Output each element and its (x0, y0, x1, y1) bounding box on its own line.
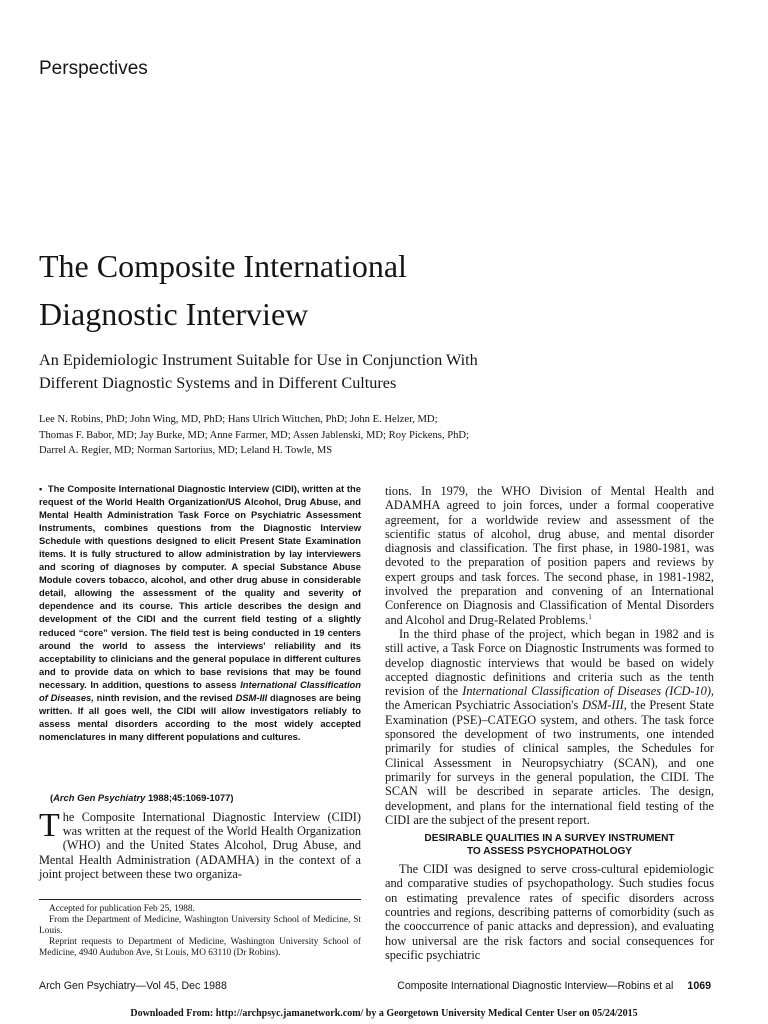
intro-text: he Composite International Diagnostic Interview (CIDI) was written at the request of the World Health Organization (WHO) and the United States Alcohol, Drug Abuse, and Mental Health Administration (ADAMHA) in the context of a joint project between these two organiza- (39, 810, 361, 881)
intro-paragraph (39, 807, 361, 881)
article-title (39, 242, 699, 338)
body-text: the Present State Examination (PSE)–CATEGO system, and others. The task force sponsored the development of two instruments, one intended primarily for studies of clinical samples, the Schedules for Clinical Assessment in Neuropsychiatry (SCAN), and one primarily for surveys in the general population, the CIDI. The SCAN will be described in separate articles. The design, development, and plans for the international field testing of the CIDI are the subject of the present report. (385, 698, 715, 827)
author-list (39, 412, 699, 459)
body-paragraph: The CIDI was designed to serve cross-cultural epidemiologic and comparative studies of psychopathology. Such studies focus on estimating prevalence rates of specific disorders across countries and regions, describing patterns of comorbidity (such as the cooccurrence of panic attacks and depression), and evaluating how universal are the risk factors and social consequences for specific psychiatric (385, 862, 714, 962)
footer-running-title: Composite International Diagnostic Interview—Robins et al (397, 980, 674, 992)
drop-cap: T (39, 807, 60, 844)
subtitle-line-1: An Epidemiologic Instrument Suitable for Use in Conjunction With (39, 351, 478, 369)
body-text: tions. In 1979, the WHO Division of Mental Health and ADAMHA agreed to join forces, under a formal cooperative agreement, for a worldwide review and assessment of the scientific status of alcohol, drug abuse, and mental disorder diagnosis and classification. The first phase, in 1980-1981, was devoted to the preparation of position papers and reviews by expert groups and task forces. The second phase, in 1981-1982, involved the preparation and convening of an International Conference on Diagnosis and Classification of Mental Disorders and Alcohol and Drug-Related Problems. (385, 484, 714, 627)
footnotes (39, 899, 361, 959)
italic-icd10: International Classification of Diseases (ICD-10), (462, 684, 714, 699)
section-heading-line-2: TO ASSESS PSYCHOPATHOLOGY (466, 846, 633, 858)
body-text: In the third phase of the project, which began in 1982 and is still active, a Task Force on Diagnostic Instruments was formed to develop diagnostic interviews that would be based on widely accepted diagnostic definitions and criteria such as the tenth revision of the (385, 626, 714, 699)
abstract-italic-dsm: DSM-III (235, 691, 268, 703)
download-note: Downloaded From: http://archpsyc.jamanetwork.com/ by a Georgetown University Medical Center User on 05/24/2015 (130, 1008, 638, 1019)
article-subtitle (39, 349, 679, 395)
abstract (39, 482, 361, 743)
bullet-icon: • (39, 483, 43, 494)
reference-superscript: 1 (588, 612, 592, 621)
section-heading-line-1: DESIRABLE QUALITIES IN A SURVEY INSTRUMENT (424, 833, 675, 845)
abstract-italic-icd: International Classification of Diseases, (39, 678, 361, 703)
abstract-text: ninth revision, and the revised (96, 691, 233, 703)
abstract-text: diagnoses are being written. If all goes well, the CIDI will allow investigators reliably to assess mental disorders according to the most widely accepted nomenclatures in many different populations and cultures. (39, 691, 361, 742)
footnote-affiliation: From the Department of Medicine, Washington University School of Medicine, St Louis. (39, 915, 361, 936)
section-label: Perspectives (39, 58, 148, 79)
body-paragraph (385, 627, 714, 827)
citation-journal: Arch Gen Psychiatry (53, 792, 146, 803)
abstract-text: The Composite International Diagnostic Interview (CIDI), written at the request of the World Health Organization/US Alcohol, Drug Abuse, and Mental Health Administration Task Force on Psychiatric Assessment Instruments, combines questions from the Diagnostic Interview Schedule with questions designed to elicit Present State Examination items. It is fully structured to allow administration by lay interviewers and scoring of diagnoses by computer. A special Substance Abuse Module covers tobacco, alcohol, and other drug abuse in considerable detail, allowing the assessment of the quality and severity of dependence and its course. This article describes the design and development of the CIDI and the current field testing of a slightly reduced “core” version. The field test is being conducted in 19 centers around the world to assess the interviews' reliability and its acceptability to clinicians and the general populace in different cultures and to provide data on which to base revisions that may be found necessary. In addition, questions to assess (39, 483, 361, 690)
section-heading (385, 832, 714, 858)
footnote-reprints: Reprint requests to Department of Medicine, Washington University School of Medicine, 4940 Audubon Ave, St Louis, MO 63110 (Dr Robins). (39, 937, 361, 958)
author-line: Darrel A. Regier, MD; Norman Sartorius, MD; Leland H. Towle, MS (39, 445, 333, 456)
author-line: Lee N. Robins, PhD; John Wing, MD, PhD; Hans Ulrich Wittchen, PhD; John E. Helzer, MD; (39, 414, 438, 425)
body-text: the American Psychiatric Association's (385, 698, 579, 713)
title-line-1: The Composite International (39, 248, 407, 284)
citation-ref: 1988;45:1069-1077) (147, 792, 234, 803)
footnote-accepted: Accepted for publication Feb 25, 1988. (49, 904, 195, 914)
body-column-right (385, 484, 714, 962)
italic-dsm3: DSM-III, (582, 698, 627, 713)
page-number: 1069 (687, 980, 711, 992)
subtitle-line-2: Different Diagnostic Systems and in Different Cultures (39, 374, 397, 392)
author-line: Thomas F. Babor, MD; Jay Burke, MD; Anne Farmer, MD; Assen Jablenski, MD; Roy Pickens, PhD; (39, 429, 469, 441)
body-paragraph (385, 484, 714, 627)
title-line-2: Diagnostic Interview (39, 296, 309, 332)
citation: (Arch Gen Psychiatry 1988;45:1069-1077) (50, 792, 234, 803)
footer-journal: Arch Gen Psychiatry—Vol 45, Dec 1988 (39, 980, 227, 992)
footer-running-head (397, 980, 711, 992)
